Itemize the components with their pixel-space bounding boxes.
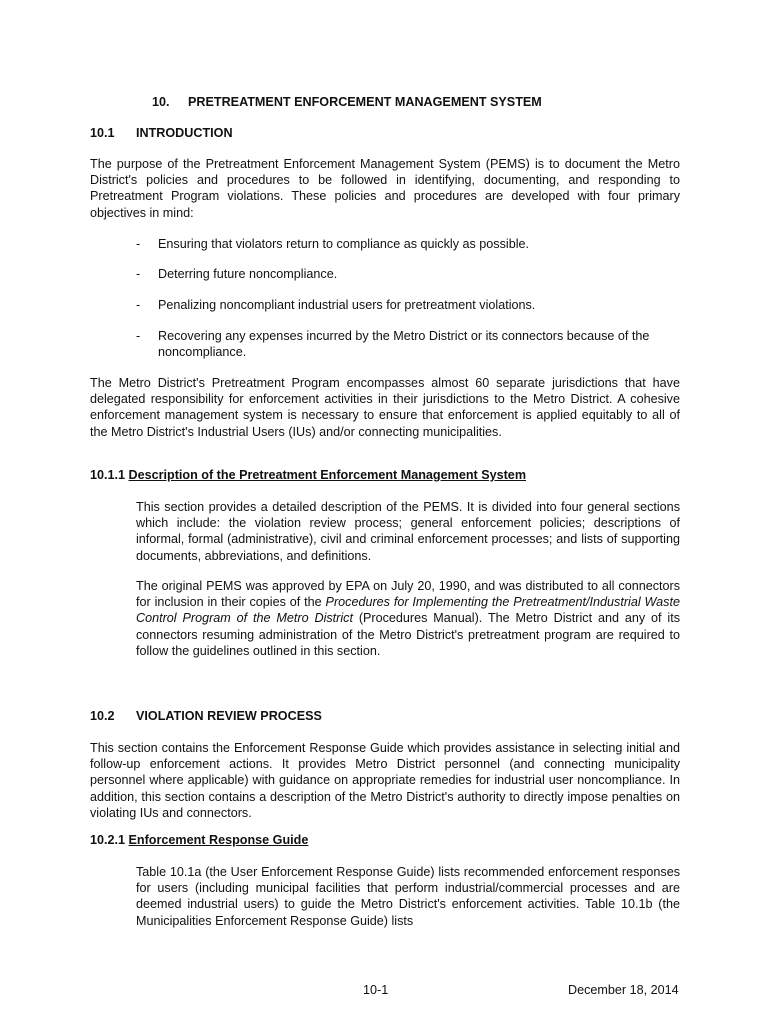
list-item-text: Deterring future noncompliance. <box>158 267 338 281</box>
title-text: PRETREATMENT ENFORCEMENT MANAGEMENT SYSTEM <box>188 95 542 109</box>
list-item <box>136 266 680 282</box>
section-heading-10-2 <box>90 708 322 724</box>
intro-paragraph: The purpose of the Pretreatment Enforcement Management System (PEMS) is to document the Metro District's policies and procedures to be followed in identifying, documenting, and responding to Pretreatment Program violations. These policies and procedures are developed with four primary objectives in mind: <box>90 157 680 220</box>
section-title: VIOLATION REVIEW PROCESS <box>136 709 322 723</box>
section-title: Description of the Pretreatment Enforcement Management System <box>128 468 527 482</box>
list-item-text: Recovering any expenses incurred by the Metro District or its connectors because of the noncompliance. <box>158 329 650 360</box>
bullet-dash: - <box>136 329 141 343</box>
bullet-dash: - <box>136 298 141 312</box>
list-item-text: Penalizing noncompliant industrial users for pretreatment violations. <box>158 298 536 312</box>
footer-date: December 18, 2014 <box>568 983 679 997</box>
enforcement-guide-paragraph: Table 10.1a (the User Enforcement Response Guide) lists recommended enforcement responses for users (including municipal facilities that perform industrial/commercial processes and are deemed industrial users) to guide the Metro District's enforcement activities. Table 10.1b (the Municipalities Enforcement Response Guide) lists <box>136 865 680 928</box>
page-number: 10-1 <box>363 983 389 997</box>
section-title: Enforcement Response Guide <box>128 833 309 847</box>
bullet-dash: - <box>136 237 141 251</box>
list-item-text: Ensuring that violators return to compliance as quickly as possible. <box>158 237 529 251</box>
jurisdiction-paragraph: The Metro District's Pretreatment Program encompasses almost 60 separate jurisdictions that have delegated responsibility for enforcement activities in their jurisdictions to the Metro District. A cohesive enforcement management system is necessary to ensure that enforcement is applied equitably to all of the Metro District's Industrial Users (IUs) and/or connecting municipalities. <box>90 376 680 439</box>
pems-description-paragraph: This section provides a detailed description of the PEMS. It is divided into four general sections which include: the violation review process; general enforcement policies; descriptions of informal, formal (administrative), civil and criminal enforcement processes; and lists of supporting documents, abbreviations, and definitions. <box>136 500 680 563</box>
list-item <box>136 328 680 360</box>
title-number: 10. <box>152 95 170 109</box>
violation-review-paragraph: This section contains the Enforcement Response Guide which provides assistance in selecting initial and follow-up enforcement actions. It provides Metro District personnel (and connecting municipality personnel where applicable) with guidance on appropriate remedies for industrial user noncompliance. In addition, this section contains a description of the Metro District's authority to directly impose penalties on violating IUs and connectors. <box>90 741 680 820</box>
section-number: 10.2 <box>90 709 115 723</box>
section-number: 10.1 <box>90 126 115 140</box>
original-pems-paragraph <box>136 578 680 659</box>
procedures-manual-title: Procedures for Implementing the Pretreatment/Industrial Waste Control Program of the Metro District <box>136 595 680 626</box>
section-heading-10-1-1 <box>90 467 526 483</box>
paragraph-text: The original PEMS was approved by EPA on July 20, 1990, and was distributed to all connectors for inclusion in their copies of the <box>136 579 680 610</box>
list-item <box>136 297 680 313</box>
section-number: 10.1.1 <box>90 468 126 482</box>
paragraph-text: (Procedures Manual). The Metro District and any of its connectors resuming administration of the Metro District's pretreatment program are required to follow the guidelines outlined in this section. <box>136 611 680 658</box>
bullet-dash: - <box>136 267 141 281</box>
section-number: 10.2.1 <box>90 833 126 847</box>
section-title: INTRODUCTION <box>136 126 233 140</box>
list-item <box>136 236 680 252</box>
document-title <box>152 94 542 110</box>
section-heading-10-2-1 <box>90 832 308 848</box>
section-heading-10-1 <box>90 125 233 141</box>
